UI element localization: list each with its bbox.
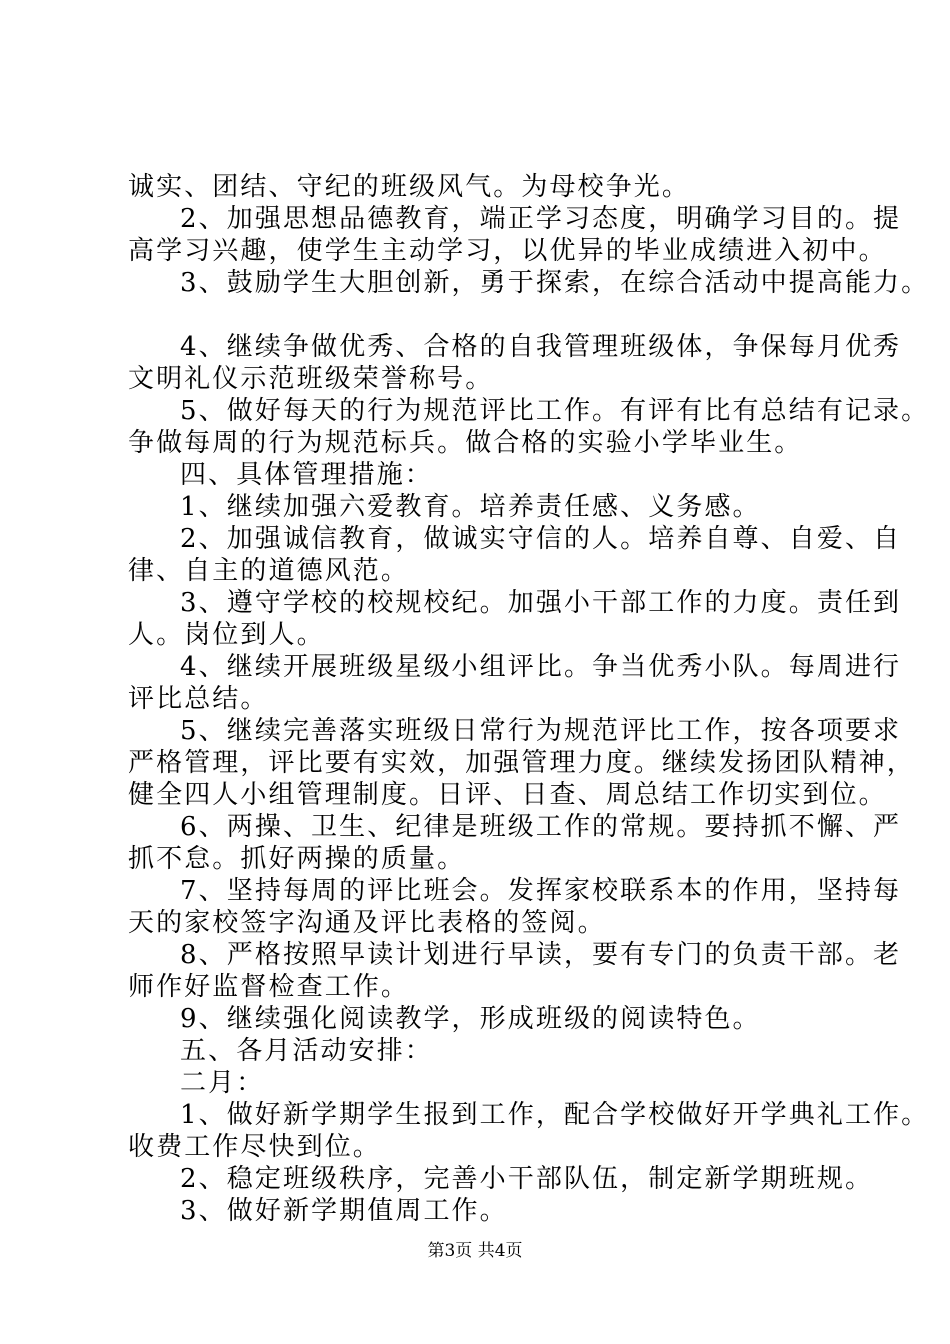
- text-line: 收费工作尽快到位。: [128, 1132, 381, 1162]
- text-line: 二月：: [180, 1068, 265, 1098]
- text-line: 2、稳定班级秩序，完善小干部队伍，制定新学期班规。: [180, 1164, 874, 1194]
- text-line: 2、加强思想品德教育，端正学习态度，明确学习目的。提: [180, 204, 902, 234]
- text-line: 评比总结。: [128, 684, 269, 714]
- text-line: 争做每周的行为规范标兵。做合格的实验小学毕业生。: [128, 428, 803, 458]
- text-line: 高学习兴趣，使学生主动学习，以优异的毕业成绩进入初中。: [128, 236, 887, 266]
- text-line: 5、做好每天的行为规范评比工作。有评有比有总结有记录。: [180, 396, 930, 426]
- text-line: 抓不怠。抓好两操的质量。: [128, 844, 466, 874]
- text-line: 5、继续完善落实班级日常行为规范评比工作，按各项要求: [180, 716, 902, 746]
- text-line: 文明礼仪示范班级荣誉称号。: [128, 364, 494, 394]
- text-line: 9、继续强化阅读教学，形成班级的阅读特色。: [180, 1004, 761, 1034]
- page-footer: [0, 1240, 950, 1262]
- text-line: 四、具体管理措施：: [180, 460, 433, 490]
- text-line: 1、做好新学期学生报到工作，配合学校做好开学典礼工作。: [180, 1100, 930, 1130]
- text-line: 6、两操、卫生、纪律是班级工作的常规。要持抓不懈、严: [180, 812, 902, 842]
- text-line: 4、继续开展班级星级小组评比。争当优秀小队。每周进行: [180, 652, 902, 682]
- document-body: [128, 171, 930, 1227]
- text-line: 严格管理，评比要有实效，加强管理力度。继续发扬团队精神，: [128, 748, 915, 778]
- page-number-label: 第3页 共4页: [427, 1241, 523, 1261]
- text-line: 4、继续争做优秀、合格的自我管理班级体，争保每月优秀: [180, 332, 902, 362]
- text-line: 8、严格按照早读计划进行早读，要有专门的负责干部。老: [180, 940, 902, 970]
- text-line: 2、加强诚信教育，做诚实守信的人。培养自尊、自爱、自: [180, 524, 902, 554]
- text-line: 五、各月活动安排：: [180, 1036, 433, 1066]
- text-line: 3、做好新学期值周工作。: [180, 1196, 508, 1226]
- paragraph-spacer: [128, 299, 828, 331]
- text-line: 7、坚持每周的评比班会。发挥家校联系本的作用，坚持每: [180, 876, 902, 906]
- text-line: 律、自主的道德风范。: [128, 556, 410, 586]
- text-line: 3、遵守学校的校规校纪。加强小干部工作的力度。责任到: [180, 588, 902, 618]
- text-line: 人。岗位到人。: [128, 620, 325, 650]
- text-line: 天的家校签字沟通及评比表格的签阅。: [128, 908, 606, 938]
- text-line: 1、继续加强六爱教育。培养责任感、义务感。: [180, 492, 761, 522]
- text-line: 诚实、团结、守纪的班级风气。为母校争光。: [128, 172, 691, 202]
- text-line: 健全四人小组管理制度。日评、日查、周总结工作切实到位。: [128, 780, 887, 810]
- text-line: 师作好监督检查工作。: [128, 972, 410, 1002]
- text-line: 3、鼓励学生大胆创新，勇于探索，在综合活动中提高能力。: [180, 268, 930, 298]
